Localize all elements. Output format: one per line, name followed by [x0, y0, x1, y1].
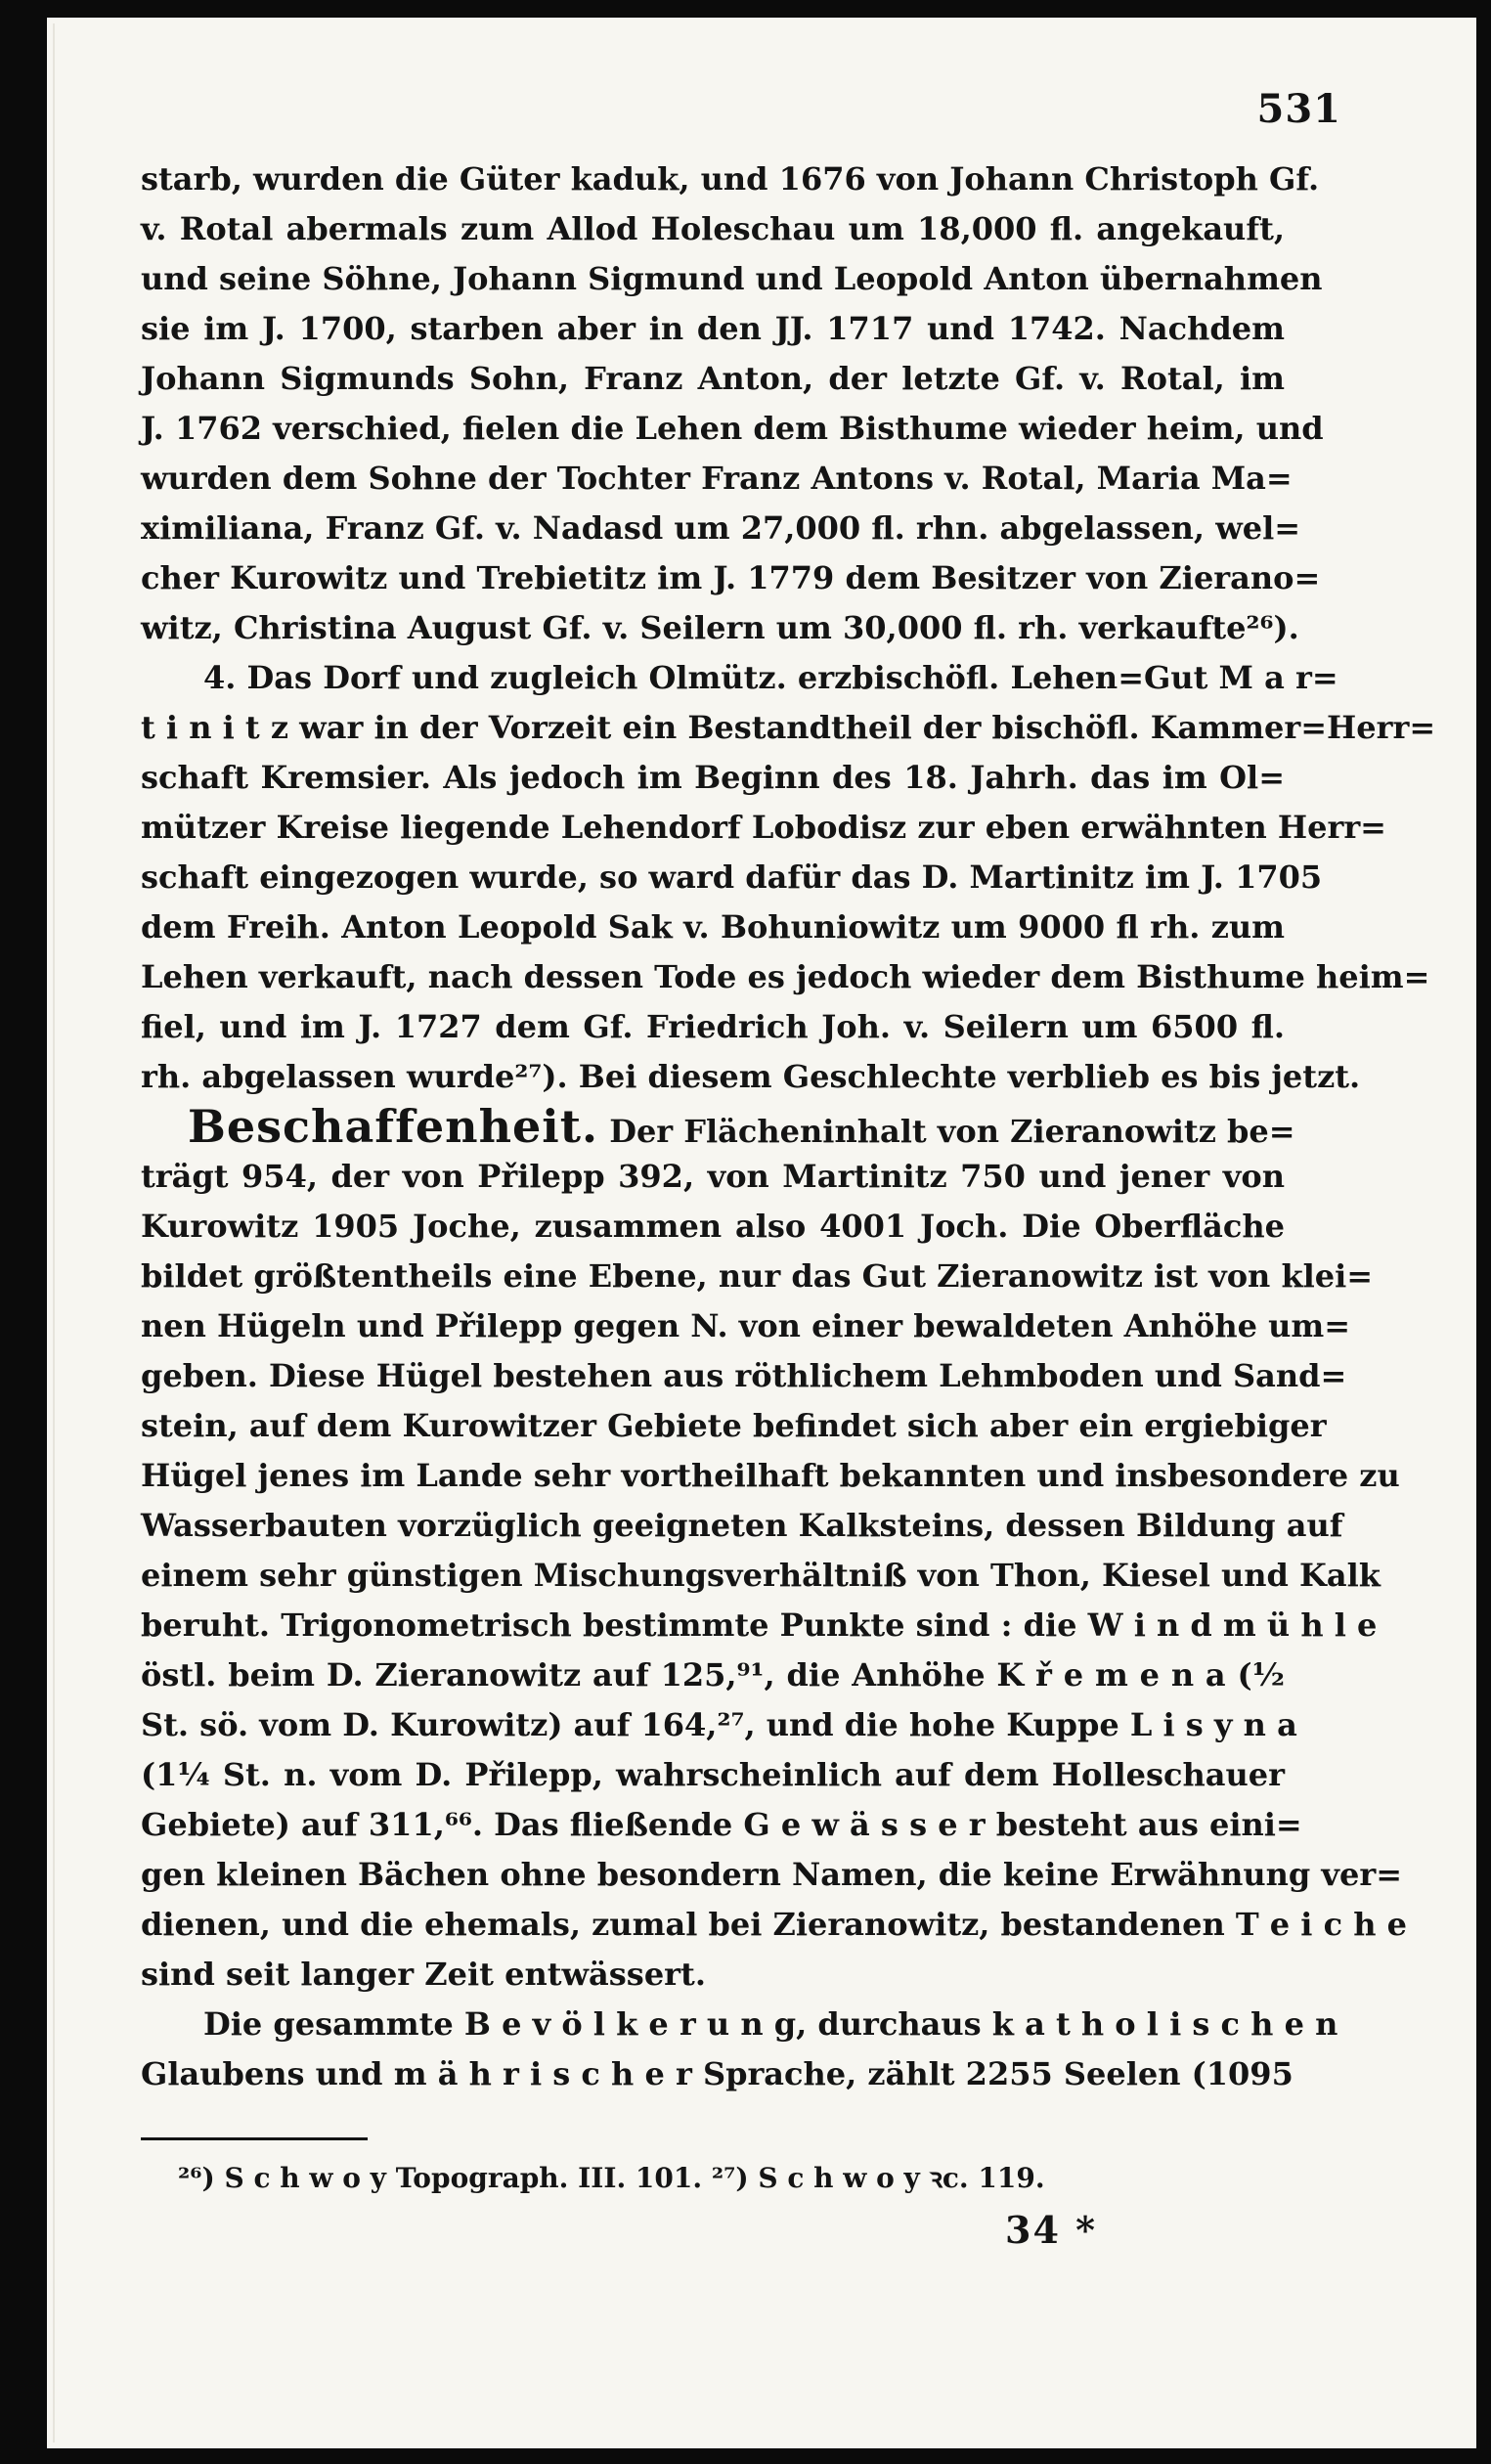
text-line: starb, wurden die Güter kaduk, und 1676 von Johann Christoph Gf.	[141, 160, 1320, 198]
section-heading: Beschaffenheit.	[188, 1100, 599, 1153]
text-line: stein, auf dem Kurowitzer Gebiete befindet sich aber ein ergiebiger	[141, 1407, 1327, 1444]
text-line: nen Hügeln und Přilepp gegen N. von einer bewaldeten Anhöhe um=	[141, 1307, 1351, 1344]
text-line: v. Rotal abermals zum Allod Holeschau um 18,000 fl. angekauft,	[141, 210, 1285, 247]
text-line-with-heading	[141, 1100, 1295, 1153]
text-line: Wasserbauten vorzüglich geeigneten Kalksteins, dessen Bildung auf	[141, 1507, 1343, 1544]
text-line: Glaubens und m ä h r i s c h e r Sprache, zählt 2255 Seelen (1095	[141, 2055, 1294, 2092]
text-line: sind seit langer Zeit entwässert.	[141, 1956, 706, 1993]
text-line: ximiliana, Franz Gf. v. Nadasd um 27,000 fl. rhn. abgelassen, wel=	[141, 509, 1301, 547]
text-line: sie im J. 1700, starben aber in den JJ. 1717 und 1742. Nachdem	[141, 310, 1285, 347]
text-line: Johann Sigmunds Sohn, Franz Anton, der letzte Gf. v. Rotal, im	[141, 360, 1285, 397]
text-line: trägt 954, der von Přilepp 392, von Martinitz 750 und jener von	[141, 1158, 1285, 1195]
text-line: J. 1762 verschied, fielen die Lehen dem Bisthume wieder heim, und	[141, 410, 1324, 447]
footnote: ²⁶) S c h w o y Topograph. III. 101. ²⁷) S c h w o y ꝛc. 119.	[178, 2162, 1045, 2194]
text-line: mützer Kreise liegende Lehendorf Lobodisz zur eben erwähnten Herr=	[141, 809, 1386, 846]
text-line: Die gesammte B e v ö l k e r u n g, durchaus k a t h o l i s c h e n	[203, 2005, 1338, 2043]
text-line: Gebiete) auf 311,⁶⁶. Das fließende G e w ä s s e r besteht aus eini=	[141, 1806, 1302, 1843]
printer-signature: 34 *	[1005, 2208, 1097, 2252]
text-line: dem Freih. Anton Leopold Sak v. Bohuniowitz um 9000 fl rh. zum	[141, 908, 1285, 946]
text-line: t i n i t z war in der Vorzeit ein Bestandtheil der bischöfl. Kammer=Herr=	[141, 709, 1436, 746]
body-text	[141, 154, 1436, 2099]
text-line: dienen, und die ehemals, zumal bei Zieranowitz, bestandenen T e i c h e	[141, 1906, 1407, 1943]
text-line: einem sehr günstigen Mischungsverhältniß von Thon, Kiesel und Kalk	[141, 1557, 1381, 1594]
text-line: schaft Kremsier. Als jedoch im Beginn des 18. Jahrh. das im Ol=	[141, 759, 1285, 796]
book-page	[47, 18, 1476, 2448]
text-line: bildet größtentheils eine Ebene, nur das Gut Zieranowitz ist von klei=	[141, 1257, 1374, 1295]
text-line: und seine Söhne, Johann Sigmund und Leopold Anton übernahmen	[141, 260, 1323, 297]
text-fragment: Der Flächeninhalt von Zieranowitz be=	[609, 1113, 1295, 1150]
text-line: Kurowitz 1905 Joche, zusammen also 4001 Joch. Die Oberfläche	[141, 1208, 1285, 1245]
text-line: witz, Christina August Gf. v. Seilern um 30,000 fl. rh. verkaufte²⁶).	[141, 609, 1299, 646]
text-line: östl. beim D. Zieranowitz auf 125,⁹¹, die Anhöhe K ř e m e n a (½	[141, 1656, 1285, 1694]
text-line: (1¼ St. n. vom D. Přilepp, wahrscheinlich auf dem Holleschauer	[141, 1756, 1285, 1793]
text-line: Lehen verkauft, nach dessen Tode es jedoch wieder dem Bisthume heim=	[141, 958, 1430, 995]
text-line: beruht. Trigonometrisch bestimmte Punkte sind : die W i n d m ü h l e	[141, 1606, 1378, 1644]
text-line: geben. Diese Hügel bestehen aus röthlichem Lehmboden und Sand=	[141, 1357, 1347, 1394]
text-line: 4. Das Dorf und zugleich Olmütz. erzbischöfl. Lehen=Gut M a r=	[203, 659, 1338, 696]
text-line: Hügel jenes im Lande sehr vortheilhaft bekannten und insbesondere zu	[141, 1457, 1400, 1494]
text-line: schaft eingezogen wurde, so ward dafür das D. Martinitz im J. 1705	[141, 858, 1323, 896]
text-line: fiel, und im J. 1727 dem Gf. Friedrich Joh. v. Seilern um 6500 fl.	[141, 1008, 1285, 1045]
text-line: St. sö. vom D. Kurowitz) auf 164,²⁷, und die hohe Kuppe L i s y n a	[141, 1706, 1297, 1743]
footnote-divider	[141, 2137, 368, 2140]
text-line: gen kleinen Bächen ohne besondern Namen, die keine Erwähnung ver=	[141, 1856, 1403, 1893]
text-line: wurden dem Sohne der Tochter Franz Antons v. Rotal, Maria Ma=	[141, 460, 1293, 497]
page-number: 531	[1256, 86, 1341, 132]
text-line: cher Kurowitz und Trebietitz im J. 1779 dem Besitzer von Zierano=	[141, 559, 1321, 596]
text-line: rh. abgelassen wurde²⁷). Bei diesem Geschlechte verblieb es bis jetzt.	[141, 1058, 1361, 1095]
